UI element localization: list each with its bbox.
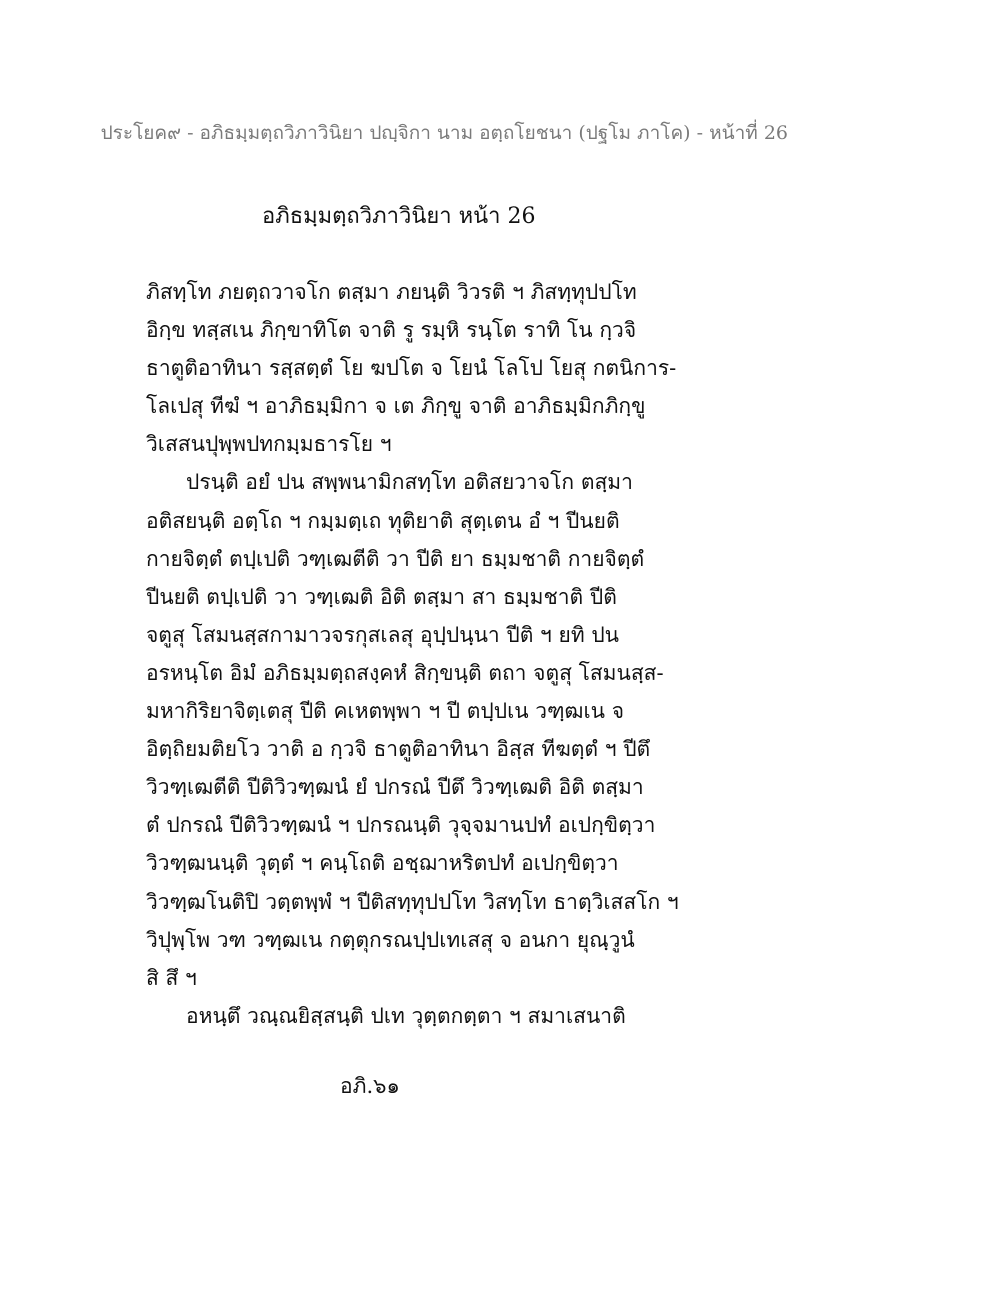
text-line: อิกฺข ทสฺสเน ภิกฺขาทิโต จาติ รู รมฺหิ รนฺโต ราทิ โน กฺวจิ — [146, 318, 637, 343]
text-line: วิเสสนปุพฺพปทกมฺมธารโย ฯ — [146, 432, 392, 457]
paragraph-start-line: อหนฺตึ วณฺณยิสฺสนฺติ ปเท วุตฺตกตฺตา ฯ สมาเสนาติ — [186, 1003, 626, 1028]
running-header: ประโยค๙ - อภิธมฺมตฺถวิภาวินิยา ปญฺจิกา นาม อตฺถโยชนา (ปฐโม ภาโค) - หน้าที่ 26 — [100, 122, 788, 144]
section-title: อภิธมฺมตฺถวิภาวินิยา หน้า 26 — [262, 204, 536, 229]
text-line: ตํ ปกรณํ ปีติวิวฑฺฒนํ ฯ ปกรณนฺติ วุจฺจมานปทํ อเปกฺขิตฺวา — [146, 813, 656, 838]
text-line: วิปุพฺโพ วฑ วฑฺฒเน กตฺตุกรณปฺปเทเสสุ จ อนกา ยุณฺวูนํ — [146, 927, 635, 952]
text-line: จตูสุ โสมนสฺสกามาวจรกุสเลสุ อุปฺปนฺนา ปีติ ฯ ยทิ ปน — [146, 622, 620, 647]
text-line: มหากิริยาจิตฺเตสุ ปีติ คเหตพฺพา ฯ ปี ตปฺปเน วฑฺฒเน จ — [146, 699, 625, 724]
text-line: โลเปสุ ทีฆํ ฯ อาภิธมฺมิกา จ เต ภิกฺขู จาติ อาภิธมฺมิกภิกฺขู — [146, 394, 646, 419]
text-line: ปีนยติ ตปฺเปติ วา วฑฺเฒติ อิติ ตสฺมา สา ธมฺมชาติ ปีติ — [146, 584, 617, 609]
text-line: วิวฑฺฒนนฺติ วุตฺตํ ฯ คนฺโถติ อชฺฌาหริตปทํ อเปกฺขิตฺวา — [146, 851, 619, 876]
text-line: อติสยนฺติ อตฺโถ ฯ กมฺมตฺเถ ทุติยาติ สุตฺเตน อํ ฯ ปีนยติ — [146, 508, 620, 533]
page-code: อภิ.๖๑ — [340, 1074, 400, 1098]
text-line: ภิสทฺโท ภยตฺถวาจโก ตสฺมา ภยนฺติ วิวรติ ฯ ภิสทฺทุปปโท — [146, 280, 637, 304]
body-text — [146, 273, 706, 1035]
text-line: สิ สึ ฯ — [146, 965, 197, 990]
paragraph-start-line: ปรนฺติ อยํ ปน สพฺพนามิกสทฺโท อติสยวาจโก ตสฺมา — [186, 470, 633, 495]
text-line: วิวฑฺเฒตีติ ปีติวิวฑฺฒนํ ยํ ปกรณํ ปีตึ วิวฑฺเฒติ อิติ ตสฺมา — [146, 775, 644, 800]
text-line: กายจิตฺตํ ตปฺเปติ วฑฺเฒตีติ วา ปีติ ยา ธมฺมชาติ กายจิตฺตํ — [146, 546, 645, 571]
text-line: ธาตูติอาทินา รสฺสตฺตํ โย ฆปโต จ โยนํ โลโป โยสุ กตนิการ- — [146, 356, 677, 381]
text-line: อรหนฺโต อิมํ อภิธมฺมตฺถสงฺคหํ สิกฺขนฺติ ตถา จตูสุ โสมนสฺส- — [146, 660, 664, 685]
text-line: วิวฑฺฒโนติปิ วตฺตพฺพํ ฯ ปีติสทฺทุปปโท วิสทฺโท ธาตฺวิเสสโก ฯ — [146, 889, 679, 914]
text-line: อิตฺถิยมติยโว วาติ อ กฺวจิ ธาตูติอาทินา อิสฺส ทีฆตฺตํ ฯ ปีตึ — [146, 737, 651, 762]
